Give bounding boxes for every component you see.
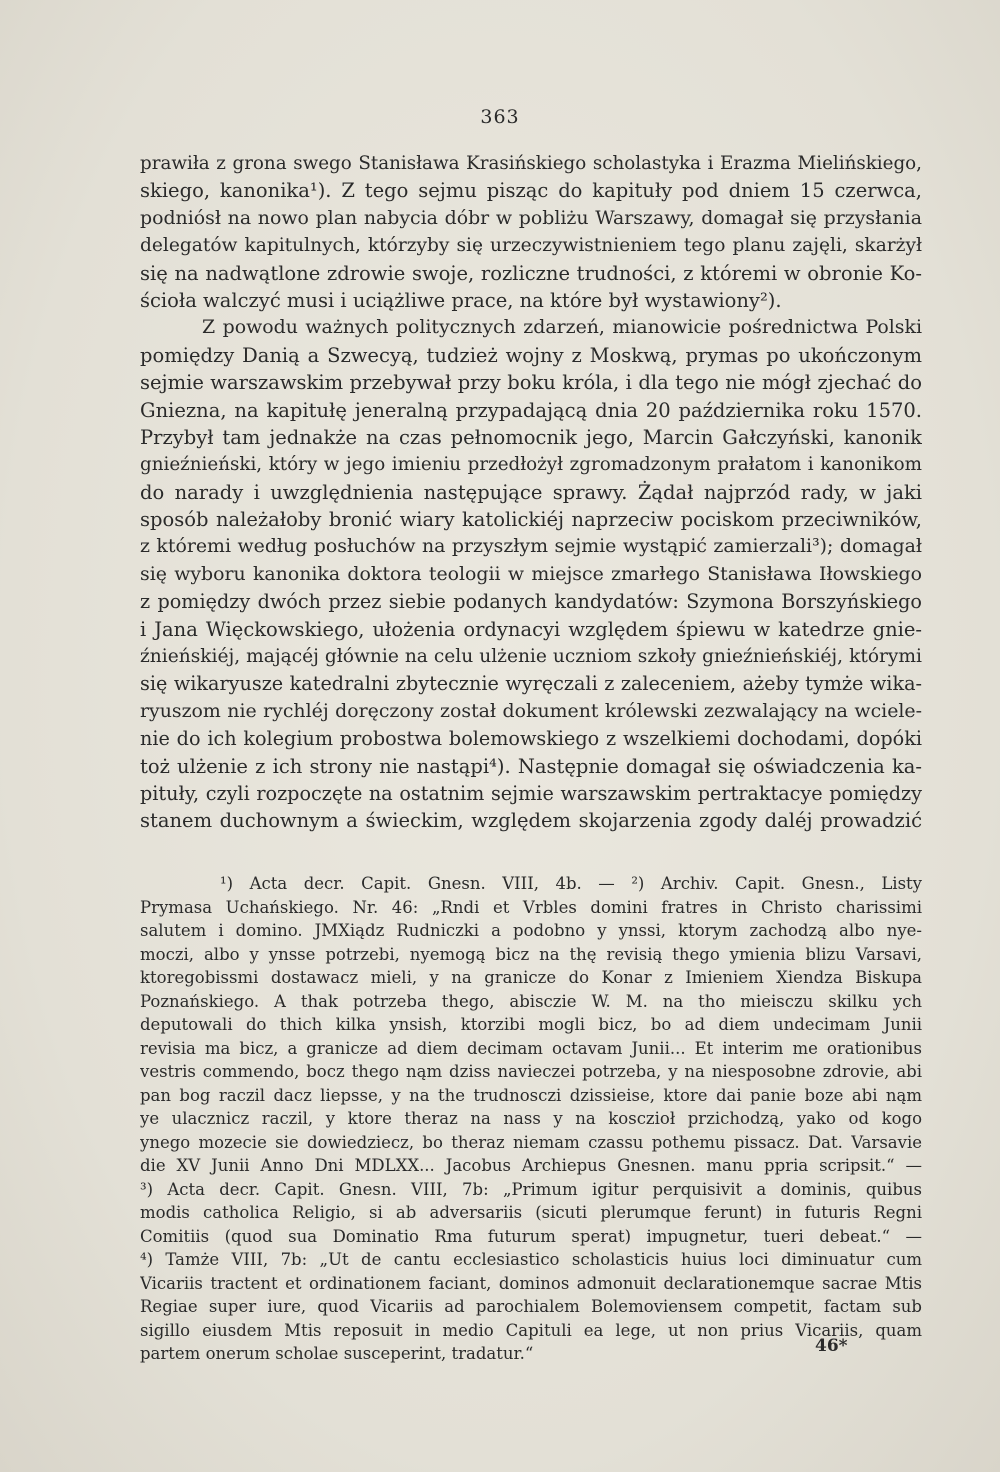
footnote-line: sigillo eiusdem Mtis reposuit in medio Capituli ea lege, ut non prius Vicariis, quam: [140, 1320, 922, 1340]
footnote-line: Poznańskiego. A thak potrzeba thego, abisczie W. M. na tho mieisczu skilku ych: [140, 991, 922, 1011]
footnote-line: deputowali do thich kilka ynsish, ktorzibi mogli bicz, bo ad diem undecimam Junii: [140, 1015, 922, 1034]
text-line: się wyboru kanonika doktora teologii w miejsce zmarłego Stanisława Iłowskiego: [140, 562, 922, 585]
text-line: toż ulżenie z ich strony nie nastąpi⁴). Następnie domagał się oświadczenia ka-: [140, 754, 922, 778]
text-line: do narady i uwzględnienia następujące sprawy. Żądał najprzód rady, w jaki: [140, 480, 922, 504]
footnote-line: die XV Junii Anno Dni MDLXX... Jacobus Archiepus Gnesnen. manu ppria scripsit.“ —: [140, 1156, 922, 1175]
footnote-line: ynego mozecie sie dowiedziecz, bo theraz niemam czassu pothemu pissacz. Dat. Varsavie: [140, 1132, 922, 1152]
footnote-line: pan bog raczil dacz liepsse, y na the trudnosczi dzissieise, ktore dai panie boze abi nąm: [140, 1085, 922, 1105]
footnote-line: Vicariis tractent et ordinationem faciant, dominos admonuit declarationemque sacrae Mtis: [140, 1273, 922, 1293]
footnote-line: partem onerum scholae susceperint, tradatur.“: [140, 1344, 534, 1363]
text-line: z pomiędzy dwóch przez siebie podanych kandydatów: Szymona Borszyńskiego: [140, 590, 922, 614]
text-line: Przybył tam jednakże na czas pełnomocnik jego, Marcin Gałczyński, kanonik: [140, 425, 922, 449]
footnote-line: vestris commendo, bocz thego nąm dziss navieczei potrzeba, y na niesposobne zdrovie, abi: [140, 1062, 922, 1081]
footnote-line: revisia ma bicz, a granicze ad diem decimam octavam Junii... Et interim me orationibus: [140, 1038, 922, 1058]
text-line: stanem duchownym a świeckim, względem skojarzenia zgody daléj prowadzić: [140, 809, 922, 833]
text-line: sejmie warszawskim przebywał przy boku króla, i dla tego nie mógł zjechać do: [140, 371, 922, 395]
text-line: źnieńskiéj, mającéj głównie na celu ulżenie uczniom szkoły gnieźnieńskiéj, którymi: [140, 646, 922, 668]
text-line: się wikaryusze katedralni zbytecznie wyręczali z zaleceniem, ażeby tymże wika-: [140, 672, 922, 696]
footnote-line: moczi, albo y ynsse potrzebi, nyemogą bicz na thę revisią thego ymienia blizu Varsavi,: [140, 944, 922, 964]
footnote-line: Regiae super iure, quod Vicariis ad parochialem Bolemoviensem competit, factam sub: [140, 1297, 922, 1316]
text-line: Z powodu ważnych politycznych zdarzeń, mianowicie pośrednictwa Polski: [202, 316, 922, 339]
printer-signature-mark: 46*: [815, 1336, 848, 1356]
text-line: pomiędzy Danią a Szwecyą, tudzież wojny z Moskwą, prymas po ukończonym: [140, 343, 922, 367]
footnote-line: ³) Acta decr. Capit. Gnesn. VIII, 7b: „Primum igitur perquisivit a dominis, quibus: [140, 1179, 922, 1199]
footnote-line: ⁴) Tamże VIII, 7b: „Ut de cantu ecclesiastico scholasticis huius loci diminuatur cum: [140, 1250, 922, 1269]
footnote-line: ye ulacznicz raczil, y ktore theraz na nass y na kosczioł przichodzą, yako od kogo: [140, 1109, 922, 1128]
footnote-line: Comitiis (quod sua Dominatio Rma futurum sperat) impugnetur, tueri debeat.“ —: [140, 1226, 922, 1246]
footnote-line: Prymasa Uchańskiego. Nr. 46: „Rndi et Vrbles domini fratres in Christo charissimi: [140, 897, 922, 917]
text-line: Gniezna, na kapitułę jeneralną przypadającą dnia 20 października roku 1570.: [140, 398, 922, 422]
footnote-line: ¹) Acta decr. Capit. Gnesn. VIII, 4b. — ²) Archiv. Capit. Gnesn., Listy: [220, 874, 922, 893]
text-line: pituły, czyli rozpoczęte na ostatnim sejmie warszawskim pertraktacye pomiędzy: [140, 781, 922, 805]
text-line: z któremi według posłuchów na przyszłym sejmie wystąpić zamierzali³); domagał: [140, 535, 922, 558]
text-line: prawiła z grona swego Stanisława Krasińskiego scholastyka i Erazma Mielińskiego,: [140, 153, 922, 174]
footnote-line: ktoregobissmi dostawacz mieli, y na granicze do Konar z Imieniem Xiendza Biskupa: [140, 968, 922, 987]
text-line: się na nadwątlone zdrowie swoje, rozliczne trudności, z któremi w obronie Ko-: [140, 261, 922, 285]
text-line: gnieźnieński, który w jego imieniu przedłożył zgromadzonym prałatom i kanonikom: [140, 454, 922, 476]
text-line: sposób należałoby bronić wiary katolickiéj naprzeciw pociskom przeciwników,: [140, 508, 922, 532]
text-line: i Jana Więckowskiego, ułożenia ordynacyi względem śpiewu w katedrze gnie-: [140, 617, 922, 641]
footnote-line: salutem i domino. JMXiądz Rudniczki a podobno y ynssi, ktorym zachodzą albo nye-: [140, 921, 922, 940]
footnote-line: modis catholica Religio, si ab adversariis (sicuti plerumque ferunt) in futuris Regni: [140, 1203, 922, 1222]
main-text: [140, 150, 922, 835]
text-line: podniósł na nowo plan nabycia dóbr w pobliżu Warszawy, domagał się przysłania: [140, 206, 922, 229]
text-line: delegatów kapitulnych, którzyby się urzeczywistnieniem tego planu zajęli, skarżył: [140, 235, 922, 257]
text-line: ryuszom nie rychléj doręczony został dokument królewski zezwalający na wciele-: [140, 699, 922, 722]
text-line: skiego, kanonika¹). Z tego sejmu pisząc do kapituły pod dniem 15 czerwca,: [140, 179, 922, 203]
footnotes: [140, 872, 922, 1366]
text-line: nie do ich kolegium probostwa bolemowskiego z wszelkiemi dochodami, dopóki: [140, 727, 922, 751]
text-line: ścioła walczyć musi i uciążliwe prace, na które był wystawiony²).: [140, 288, 782, 312]
page-number: 363: [480, 106, 520, 128]
